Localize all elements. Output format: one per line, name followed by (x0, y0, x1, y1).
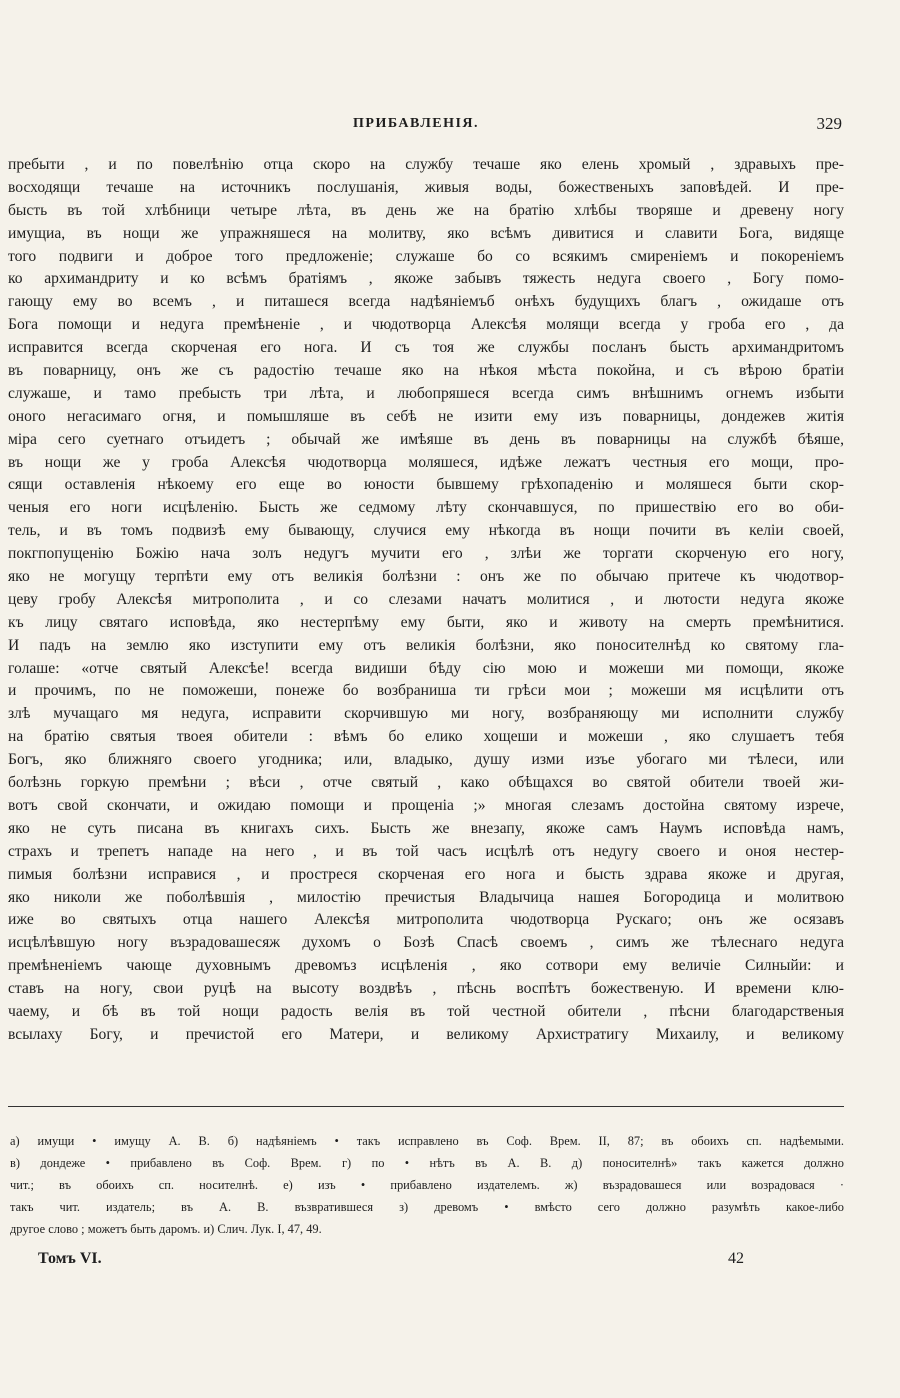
text-line: И падъ на землю яко изступити ему отъ великія болѣзни, яко поносителнѣд ко святому гла- (8, 636, 844, 654)
text-line: восходящи течаше на источникъ послушанія, живыя воды, божественыхъ заповѣдей. И пре- (8, 178, 844, 196)
text-line: того подвиги и доброе того предложеніе; служаше бо со всякимъ смиреніемъ и покореніемъ (8, 247, 844, 265)
footnote-line: в) дондеже • прибавлено въ Соф. Врем. г) по • нѣтъ въ А. В. д) поносителнѣ» такъ кажется должно (10, 1156, 844, 1170)
text-line: яко николи же поболѣвшія , милостію пречистыя Владычица нашея Богородица и молитвою (8, 888, 844, 906)
text-line: голаше: «отче святый Алексѣе! всегда видиши бѣду сію мою и можеши ми помощи, якоже (8, 659, 844, 677)
page-footer (0, 1250, 900, 1274)
text-line: исцѣлѣвшую ногу възрадовашесяж духомъ о Бозѣ Спасѣ своемъ , симъ же тѣлеснаго недуга (8, 934, 844, 952)
text-line: ставъ на ногу, свои руцѣ на высоту воздвѣъ , пѣснь воспѣтъ божественую. И времени клю- (8, 980, 844, 998)
text-line: покгпопущенію Божію нача золъ недугъ мучити его , злѣи же торгати скорченую его ногу, (8, 545, 844, 563)
text-line: Бога помощи и недуга премѣненіе , и чюдотворца Алексѣя молящи всегда у гроба его , да (8, 316, 844, 334)
text-line: иже во святыхъ отца нашего Алексѣя митрополита чюдотворца Рускаго; онъ же осязавъ (8, 911, 844, 929)
text-line: бысть въ той хлѣбници четыре лѣта, въ день же на братію хлѣбы творяше и древену ногу (8, 201, 844, 219)
text-line: и прочимъ, по не поможеши, понеже бо возбраниша ти грѣси мои ; можеши мя исцѣлити отъ (8, 682, 844, 700)
footnote-line: а) имущи • имущу А. В. б) надѣяніемъ • такъ исправлено въ Соф. Врем. II, 87; въ обоихъ сп. надѣемыми. (10, 1134, 844, 1148)
text-line: Богъ, яко ближняго своего угодника; или, владыко, душу изми изъе убогаго ми тѣлеси, или (8, 751, 844, 769)
footnote-line: такъ чит. издатель; въ А. В. възвратившеся з) древомъ • вмѣсто сего должно разумѣть какое-либо (10, 1200, 844, 1214)
text-line: гающу ему во всемъ , и питашеся всегда надѣяніемъб онѣхъ будущихъ благъ , ожидаше отъ (8, 293, 844, 311)
text-line: вотъ свой скончати, и ожидаю помощи и прощеніа ;» многая слезамъ достойна святому изрече, (8, 796, 844, 814)
text-line: цеву гробу Алексѣя митрополита , и со слезами начатъ молитися , и лютости недуга якоже (8, 590, 844, 608)
footnotes (10, 1130, 844, 1240)
text-line: страхъ и трепетъ нападе на него , и въ той часъ исцѣлѣ отъ недугу своего и оноя нестер- (8, 842, 844, 860)
text-line: ко архимандриту и ко всѣмъ братіямъ , якоже забывъ тяжесть недуга своего , Богу помо- (8, 270, 844, 288)
footnote-line: чит.; въ обоихъ сп. носителнѣ. е) изъ • прибавлено издателемъ. ж) възрадовашеся или возрадовася · (10, 1178, 844, 1192)
text-line: исправится всегда скорченая его нога. И съ тоя же службы посланъ бысть архимандритомъ (8, 339, 844, 357)
footnote-divider (8, 1106, 844, 1107)
text-line: злѣ мучащаго мя недуга, исправити скорчившую ми ногу, возбраняющу ми исполнити службу (8, 705, 844, 723)
text-line: пребыти , и по повелѣнію отца скоро на службу течаше яко елень хромый , здравыхъ пре- (8, 156, 844, 173)
signature-mark: 42 (728, 1250, 744, 1267)
text-line: имущиа, въ нощи же упражняшеся на молитву, яко всѣмъ дивитися и славити Бога, видяще (8, 224, 844, 242)
text-line: тель, и въ томъ подвизѣ ему бывающу, случися ему нѣкогда въ нощи почити въ келіи своей, (8, 522, 844, 540)
text-line: чаему, и бѣ въ той нощи радость велія въ той честной обители , пѣсни благодарственыя (8, 1002, 844, 1020)
text-line: въ нощи же у гроба Алексѣя чюдотворца моляшеся, идѣже лежатъ честныя его мощи, про- (8, 453, 844, 471)
volume-label: Томъ VI. (38, 1250, 102, 1267)
page-number: 329 (816, 114, 842, 133)
running-head (0, 116, 900, 140)
section-title: ПРИБАВЛЕНІЯ. (353, 116, 480, 131)
text-line: пимыя болѣзни исправися , и простреся скорченая его нога и бысть здрава якоже и другая, (8, 865, 844, 883)
text-line: болѣзнь горкую премѣни ; вѣси , отче святый , како обѣщахся во святой обители твоей жи- (8, 774, 844, 792)
text-line: всылаху Богу, и пречистой его Матери, и великому Архистратигу Михаилу, и великому (8, 1025, 844, 1043)
text-line: міра сего суетнаго отъидетъ ; обычай же имѣяше въ день въ поварницы на службѣ бѣяше, (8, 430, 844, 448)
text-line: служаше, и тамо пребысть три лѣта, и любопряшеся всегда симъ внѣшнимъ огнемъ избыти (8, 384, 844, 402)
footnote-line: другое слово ; можетъ быть даромъ. и) Слич. Лук. I, 47, 49. (10, 1222, 322, 1236)
text-line: яко не суть писана въ книгахъ сихъ. Бысть же внезапу, якоже самъ Наумъ исповѣда намъ, (8, 819, 844, 837)
text-line: оного негасимаго огня, и помышляше въ себѣ не изити ему изъ поварницы, дондежев житія (8, 407, 844, 425)
text-line: сящи оставленія нѣкоему его еще во юности бывшему грѣхопаденію и моляшеся быти скор- (8, 476, 844, 494)
text-line: въ поварницу, онъ же съ радостію течаше яко на нѣкоя мѣста покойна, и съ вѣрою братіи (8, 362, 844, 380)
text-line: премѣненіемъ чающе духовнымъ древомъз исцѣленія , яко сотвори ему величіе Силныйи: и (8, 957, 844, 975)
main-text (8, 154, 844, 1047)
text-line: къ лицу святаго исповѣда, яко нестерпѣму ему быти, яко и животу на смерть премѣнитися. (8, 613, 844, 631)
text-line: ченыя его ноги исцѣленію. Бысть же седмому лѣту скончавшуся, по пришествію его во оби- (8, 499, 844, 517)
text-line: на братію святыя твоея обители : вѣмъ бо елико хощеши и можеши , яко слушаетъ тебя (8, 728, 844, 746)
text-line: яко не могущу терпѣти ему отъ великія болѣзни : онъ же по обычаю притече къ чюдотвор- (8, 568, 844, 586)
